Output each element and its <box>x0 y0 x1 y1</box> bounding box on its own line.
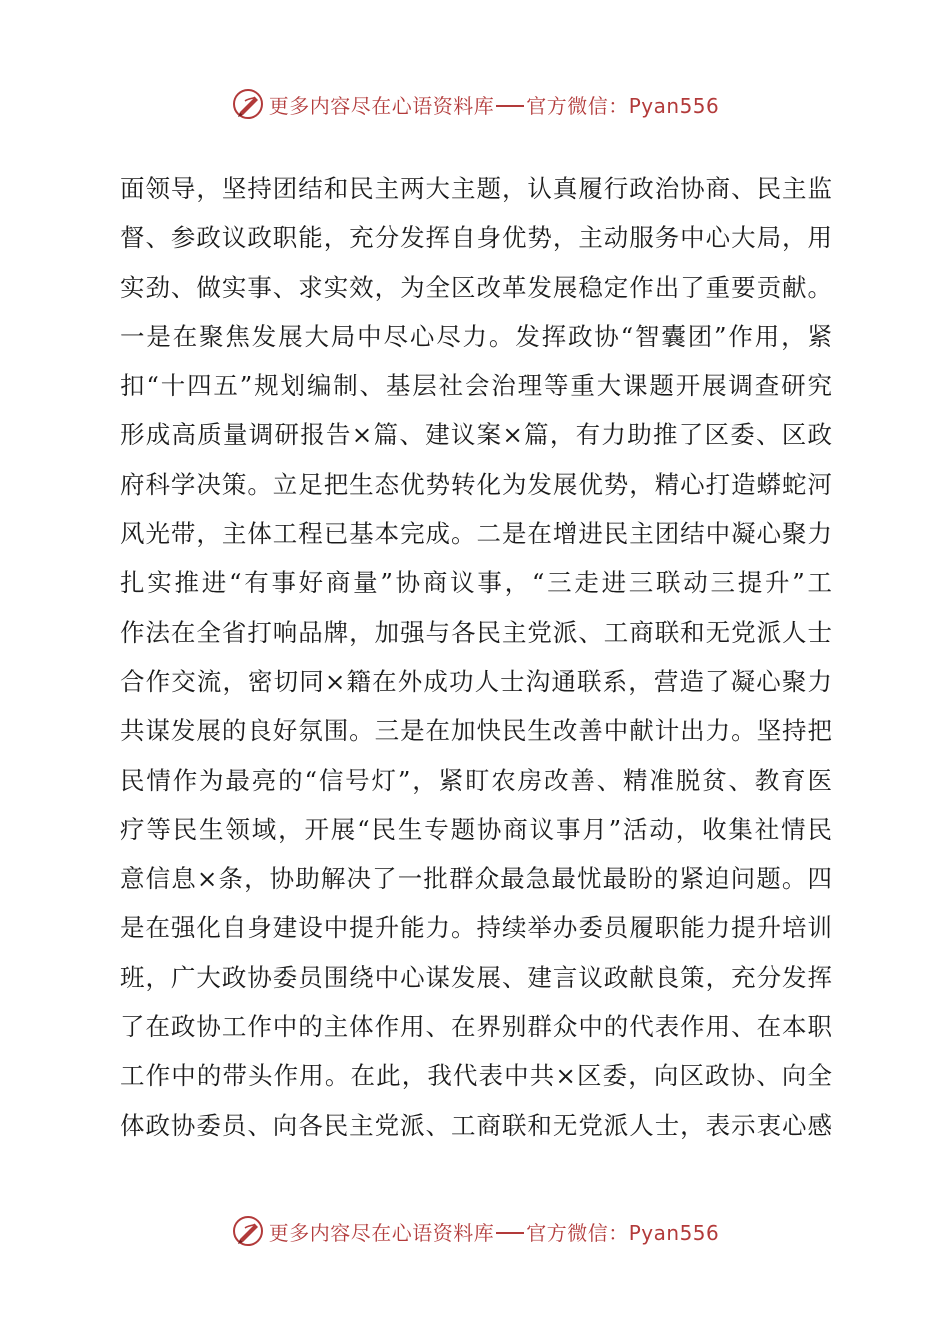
footer-banner <box>0 1211 950 1251</box>
header-banner-text <box>269 90 720 119</box>
body-line: 民情作为最亮的“信号灯”，紧盯农房改善、精准脱贫、教育医 <box>120 765 832 795</box>
body-line: 作法在全省打响品牌，加强与各民主党派、工商联和无党派人士 <box>120 617 832 647</box>
body-line: 体政协委员、向各民主党派、工商联和无党派人士，表示衷心感 <box>120 1110 832 1140</box>
body-line: 是在强化自身建设中提升能力。持续举办委员履职能力提升培训 <box>120 913 832 943</box>
body-line: 实劲、做实事、求实效，为全区改革发展稳定作出了重要贡献。 <box>120 272 832 302</box>
body-line: 工作中的带头作用。在此，我代表中共×区委，向区政协、向全 <box>120 1061 832 1091</box>
header-banner <box>0 84 950 124</box>
body-line: 督、参政议政职能，充分发挥自身优势，主动服务中心大局，用 <box>120 223 832 253</box>
pen-logo-icon <box>231 87 265 121</box>
footer-banner-dash <box>496 1232 524 1234</box>
body-line: 扎实推进“有事好商量”协商议事，“三走进三联动三提升”工 <box>120 568 832 598</box>
body-line: 疗等民生领域，开展“民生专题协商议事月”活动，收集社情民 <box>120 814 832 844</box>
body-line: 面领导，坚持团结和民主两大主题，认真履行政治协商、民主监 <box>120 174 832 203</box>
header-banner-title: 更多内容尽在心语资料库 <box>268 93 495 118</box>
body-line: 班，广大政协委员围绕中心谋发展、建言议政献良策，充分发挥 <box>120 962 832 992</box>
footer-banner-suffix: 官方微信： <box>526 1220 629 1245</box>
header-banner-wechat: Pyan556 <box>628 93 720 118</box>
body-line: 合作交流，密切同×籍在外成功人士沟通联系，营造了凝心聚力 <box>120 666 832 696</box>
body-line: 意信息×条，协助解决了一批群众最急最忧最盼的紧迫问题。四 <box>120 864 832 894</box>
footer-banner-title: 更多内容尽在心语资料库 <box>268 1220 495 1245</box>
header-banner-dash <box>496 105 524 107</box>
body-line: 了在政协工作中的主体作用、在界别群众中的代表作用、在本职 <box>120 1012 832 1042</box>
document-body <box>120 164 832 1150</box>
body-line: 风光带，主体工程已基本完成。二是在增进民主团结中凝心聚力 <box>120 519 832 549</box>
body-line: 一是在聚焦发展大局中尽心尽力。发挥政协“智囊团”作用，紧 <box>120 321 832 351</box>
footer-banner-wechat: Pyan556 <box>628 1220 720 1245</box>
body-line: 府科学决策。立足把生态优势转化为发展优势，精心打造蟒蛇河 <box>120 469 832 499</box>
body-line: 共谋发展的良好氛围。三是在加快民生改善中献计出力。坚持把 <box>120 716 832 746</box>
footer-banner-text <box>269 1217 720 1246</box>
body-line: 扣“十四五”规划编制、基层社会治理等重大课题开展调查研究 <box>120 371 832 401</box>
header-banner-suffix: 官方微信： <box>526 93 629 118</box>
body-line: 形成高质量调研报告×篇、建议案×篇，有力助推了区委、区政 <box>120 420 832 450</box>
pen-logo-icon <box>231 1214 265 1248</box>
